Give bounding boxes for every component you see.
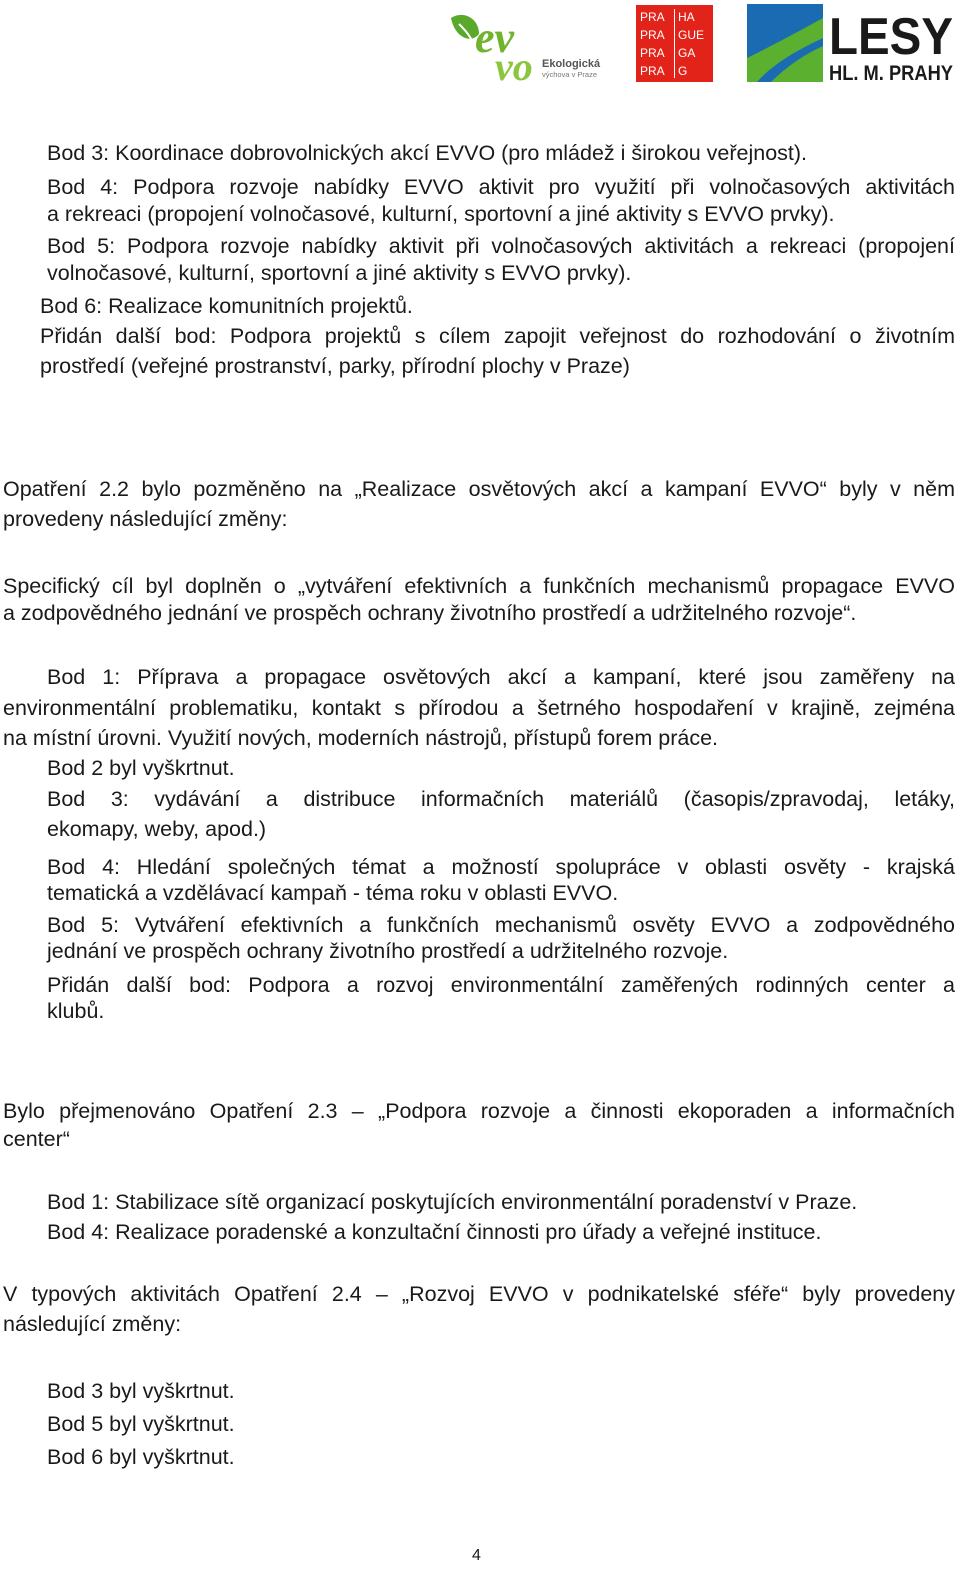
text-line: klubů. xyxy=(47,999,105,1023)
text-line: prostředí (veřejné prostranství, parky, přírodní plochy v Praze) xyxy=(40,354,630,378)
svg-text:GUE: GUE xyxy=(678,28,705,42)
lesy-logo xyxy=(747,4,955,84)
evvo-logo-text: Ekologická xyxy=(542,58,601,70)
text-line: jednání ve prospěch ochrany životního prostředí a udržitelného rozvoje. xyxy=(47,939,729,963)
text-line: Bod 6 byl vyškrtnut. xyxy=(47,1445,235,1469)
svg-text:HA: HA xyxy=(678,10,695,24)
text-line: Bod 4: Realizace poradenské a konzultační činnosti pro úřady a veřejné instituce. xyxy=(47,1220,822,1244)
text-line: Bod 5 byl vyškrtnut. xyxy=(47,1412,235,1436)
text-line: Přidán další bod: Podpora a rozvoj environmentální zaměřených rodinných center a xyxy=(47,973,955,997)
page-number: 4 xyxy=(472,1547,481,1564)
text-line: a zodpovědného jednání ve prospěch ochrany životního prostředí a udržitelného rozvoje“. xyxy=(3,601,857,625)
text-line: Bod 2 byl vyškrtnut. xyxy=(47,756,235,780)
text-line: Bod 1: Příprava a propagace osvětových akcí a kampaní, které jsou zaměřeny na xyxy=(47,665,955,689)
lesy-logo-subtitle: HL. M. PRAHY xyxy=(829,62,953,85)
text-line: provedeny následující změny: xyxy=(3,507,288,531)
text-line: ekomapy, weby, apod.) xyxy=(47,817,267,841)
text-line: Bod 4: Hledání společných témat a možností spolupráce v oblasti osvěty - krajská xyxy=(47,855,955,879)
text-line: tematická a vzdělávací kampaň - téma roku v oblasti EVVO. xyxy=(47,881,619,905)
text-line: Bod 3: vydávání a distribuce informačních materiálů (časopis/zpravodaj, letáky, xyxy=(47,787,955,811)
lesy-logo-title: LESY xyxy=(829,8,953,66)
text-line: na místní úrovni. Využití nových, moderních nástrojů, přístupů forem práce. xyxy=(3,726,719,750)
svg-text:PRA: PRA xyxy=(640,28,665,42)
text-line: Bod 1: Stabilizace sítě organizací poskytujících environmentální poradenství v Praze. xyxy=(47,1190,858,1214)
text-line: Bod 3 byl vyškrtnut. xyxy=(47,1379,235,1403)
svg-text:GA: GA xyxy=(678,46,696,60)
text-line: Bod 6: Realizace komunitních projektů. xyxy=(40,294,413,318)
text-line: Opatření 2.2 bylo pozměněno na „Realizace osvětových akcí a kampaní EVVO“ byly v něm xyxy=(3,477,955,501)
text-line: následující změny: xyxy=(3,1312,182,1336)
text-line: environmentální problematiku, kontakt s přírodou a šetrného hospodaření v krajině, zejména xyxy=(3,696,955,720)
text-line: Specifický cíl byl doplněn o „vytváření efektivních a funkčních mechanismů propagace EVVO xyxy=(3,574,955,598)
text-line: center“ xyxy=(3,1127,70,1151)
svg-text:PRA: PRA xyxy=(640,64,665,78)
text-line: volnočasové, kulturní, sportovní a jiné aktivity s EVVO prvky). xyxy=(47,261,632,285)
text-line: Bod 5: Podpora rozvoje nabídky aktivit při volnočasových aktivitách a rekreaci (propojení xyxy=(47,234,955,258)
praha-logo xyxy=(636,5,713,82)
svg-text:PRA: PRA xyxy=(640,46,665,60)
svg-text:PRA: PRA xyxy=(640,10,665,24)
text-line: Bod 4: Podpora rozvoje nabídky EVVO aktivit pro využití při volnočasových aktivitách xyxy=(47,175,955,199)
text-line: Přidán další bod: Podpora projektů s cílem zapojit veřejnost do rozhodování o životním xyxy=(40,324,955,348)
svg-text:ev: ev xyxy=(475,13,515,62)
text-line: Bod 5: Vytváření efektivních a funkčních mechanismů osvěty EVVO a zodpovědného xyxy=(47,913,955,937)
text-line: a rekreaci (propojení volnočasové, kulturní, sportovní a jiné aktivity s EVVO prvky). xyxy=(47,202,835,226)
page-header xyxy=(0,0,960,92)
svg-text:vo: vo xyxy=(495,44,533,89)
text-line: Bod 3: Koordinace dobrovolnických akcí EVVO (pro mládež i širokou veřejnost). xyxy=(47,141,808,165)
svg-text:G: G xyxy=(678,64,688,78)
evvo-logo xyxy=(445,4,605,89)
text-line: Bylo přejmenováno Opatření 2.3 – „Podpora rozvoje a činnosti ekoporaden a informačních xyxy=(3,1099,955,1123)
evvo-logo-subtext: výchova v Praze xyxy=(542,70,598,79)
text-line: V typových aktivitách Opatření 2.4 – „Rozvoj EVVO v podnikatelské sféře“ byly provedeny xyxy=(3,1282,955,1306)
